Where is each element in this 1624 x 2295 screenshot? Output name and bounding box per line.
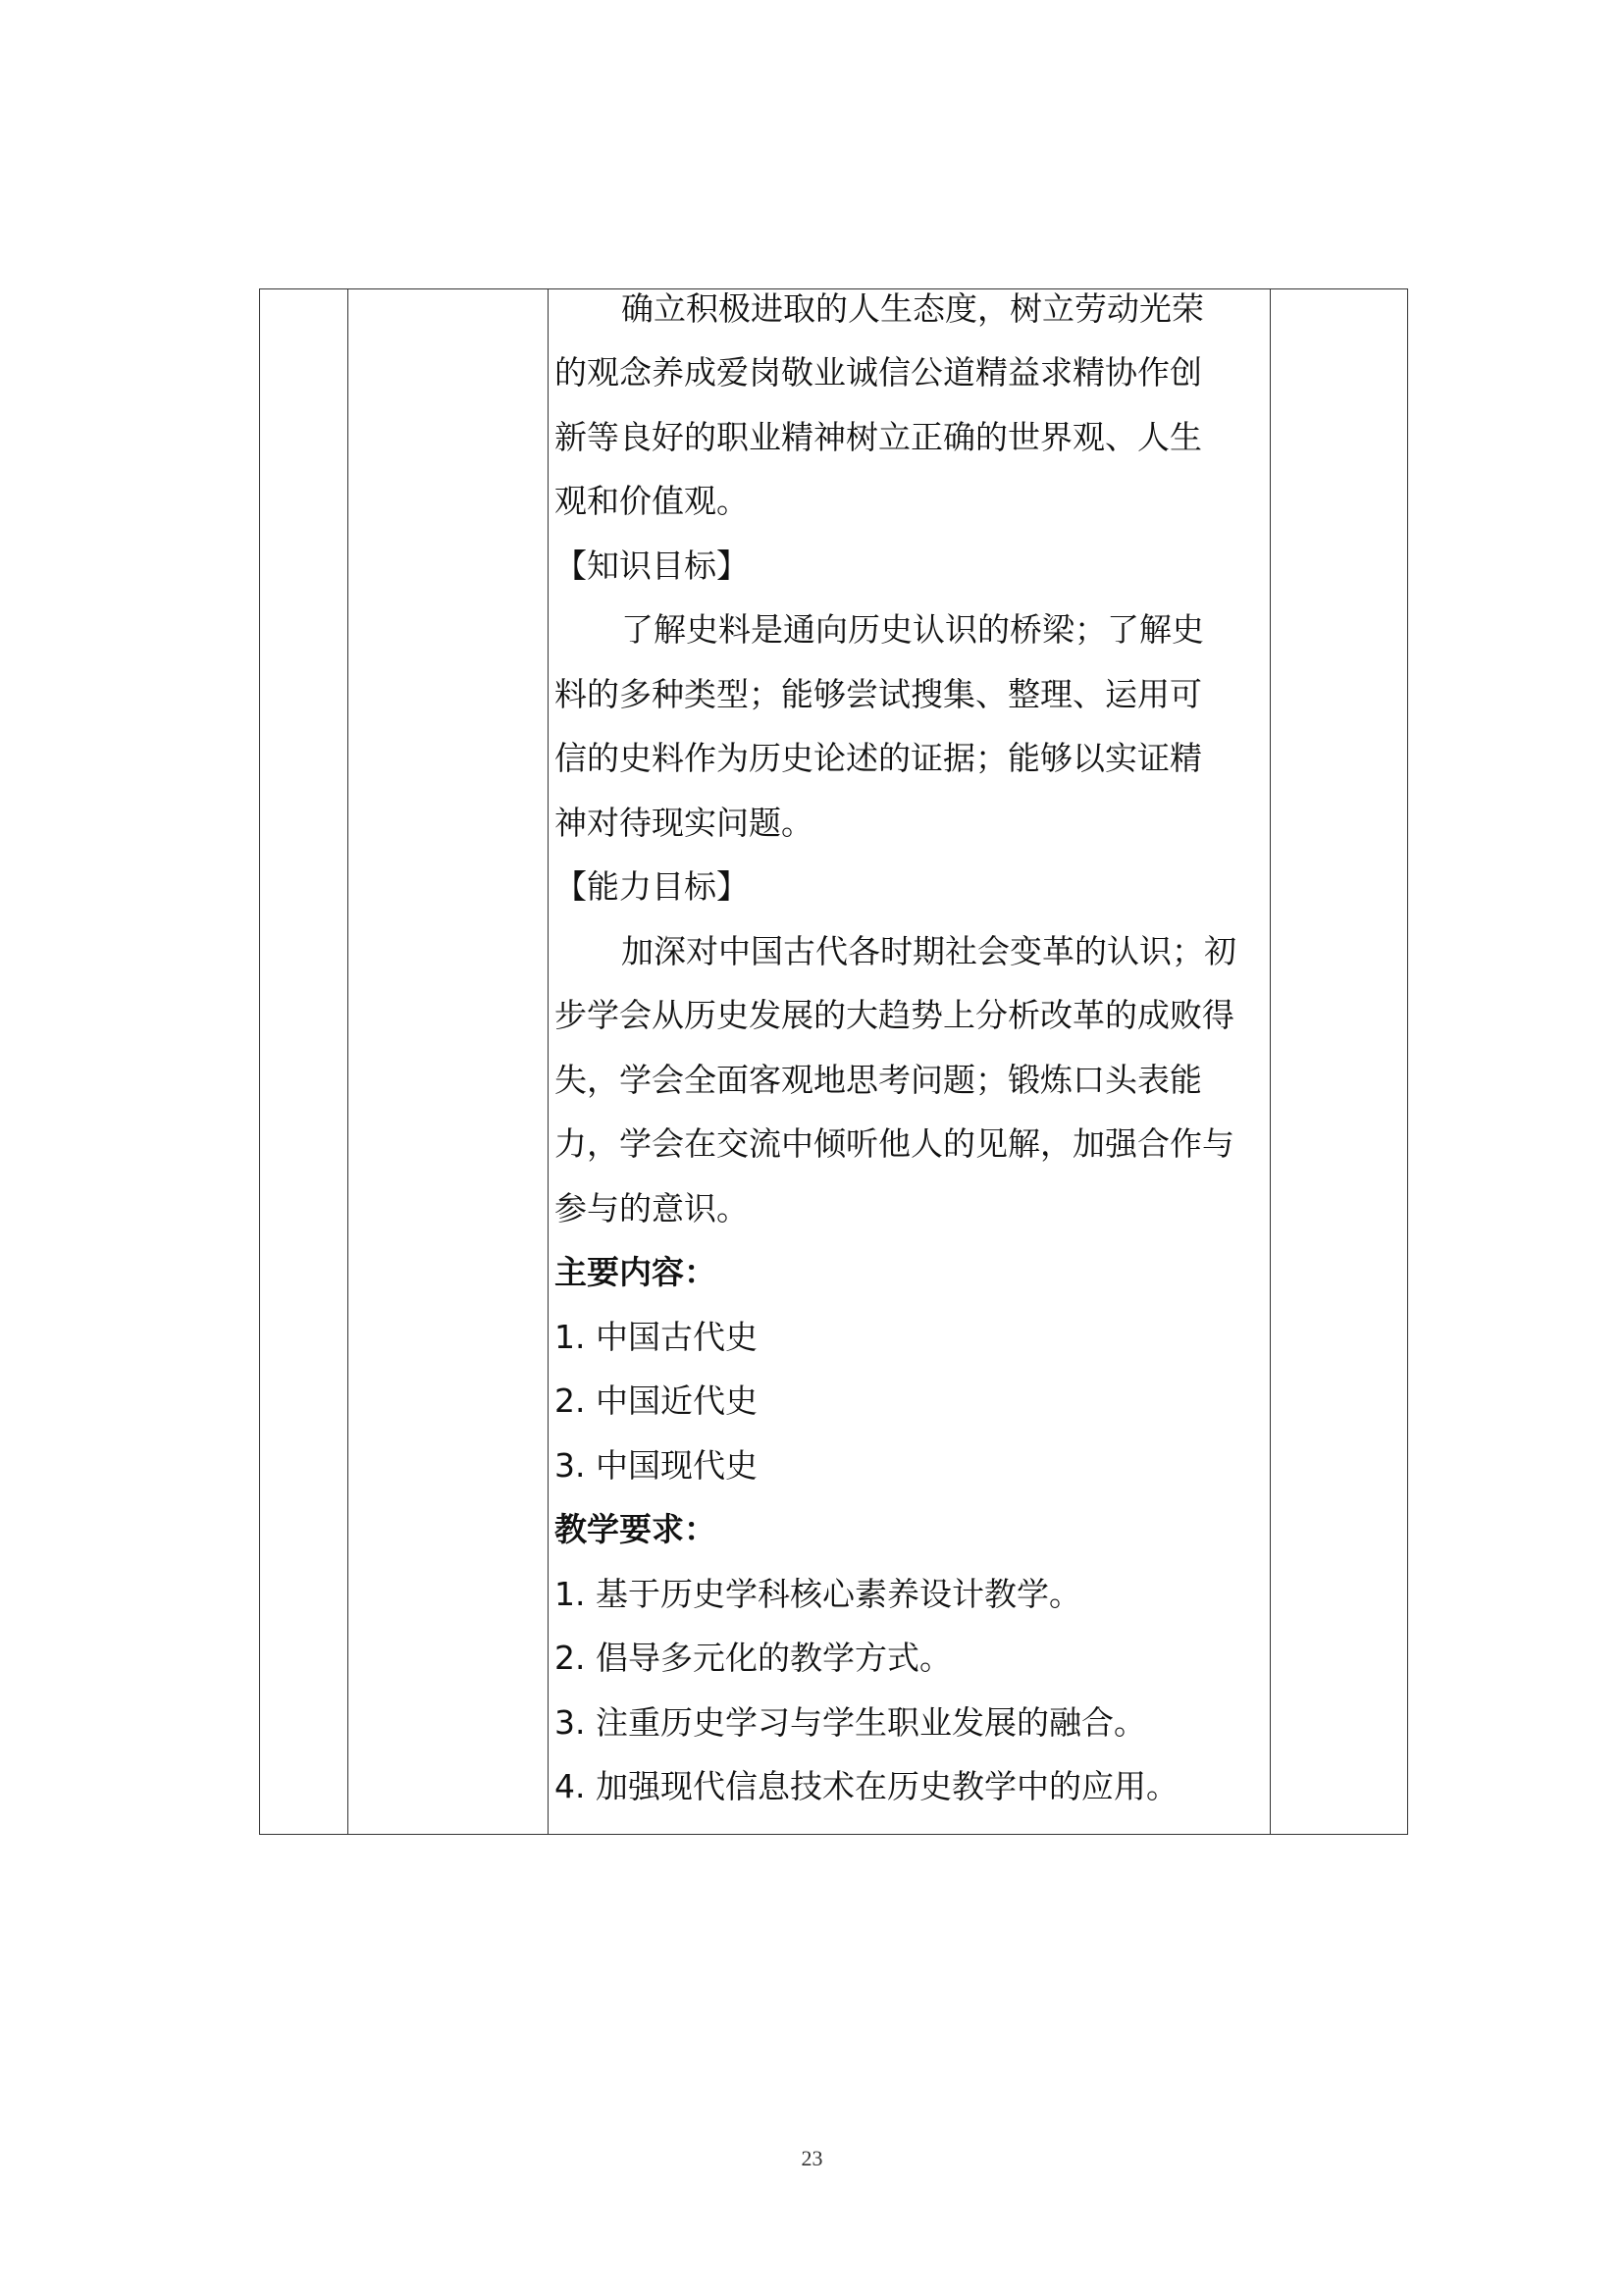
text-line: 3. 注重历史学习与学生职业发展的融合。: [554, 1702, 1146, 1742]
remarks-cell: [1271, 289, 1408, 1835]
text-line: 观和价值观。: [554, 482, 749, 520]
course-table: [259, 288, 1408, 1835]
text-line: 神对待现实问题。: [554, 803, 813, 842]
text-line: 失，学会全面客观地思考问题；锻炼口头表能: [554, 1060, 1202, 1099]
text-line: 料的多种类型；能够尝试搜集、整理、运用可: [554, 674, 1202, 713]
text-line: 的观念养成爱岗敬业诚信公道精益求精协作创: [554, 353, 1202, 391]
page-number: 23: [801, 2146, 823, 2170]
text-line: 【知识目标】: [554, 546, 749, 585]
text-line: 力，学会在交流中倾听他人的见解，加强合作与: [554, 1124, 1234, 1163]
text-line: 步学会从历史发展的大趋势上分析改革的成败得: [554, 996, 1234, 1034]
section-heading: 主要内容：: [554, 1253, 716, 1291]
text-line: 1. 基于历史学科核心素养设计教学。: [554, 1574, 1081, 1613]
text-line: 3. 中国现代史: [554, 1445, 758, 1485]
text-line: 参与的意识。: [554, 1188, 749, 1227]
text-line: 信的史料作为历史论述的证据；能够以实证精: [554, 739, 1202, 777]
content-text: [549, 289, 1270, 1819]
table-row: [260, 289, 1408, 1835]
text-line: 新等良好的职业精神树立正确的世界观、人生: [554, 417, 1202, 456]
text-line: 1. 中国古代史: [554, 1317, 758, 1356]
content-cell: [549, 289, 1271, 1835]
course-name-cell: [348, 289, 549, 1835]
text-line: 2. 倡导多元化的教学方式。: [554, 1639, 952, 1677]
text-line: 【能力目标】: [554, 867, 749, 906]
section-heading: 教学要求：: [554, 1510, 716, 1548]
serial-cell: [260, 289, 348, 1835]
text-line: 了解史料是通向历史认识的桥梁；了解史: [621, 610, 1204, 649]
text-line: 加深对中国古代各时期社会变革的认识；初: [621, 931, 1236, 970]
text-line: 4. 加强现代信息技术在历史教学中的应用。: [554, 1767, 1179, 1805]
text-line: 确立积极进取的人生态度，树立劳动光荣: [621, 289, 1204, 328]
text-line: 2. 中国近代史: [554, 1382, 758, 1420]
